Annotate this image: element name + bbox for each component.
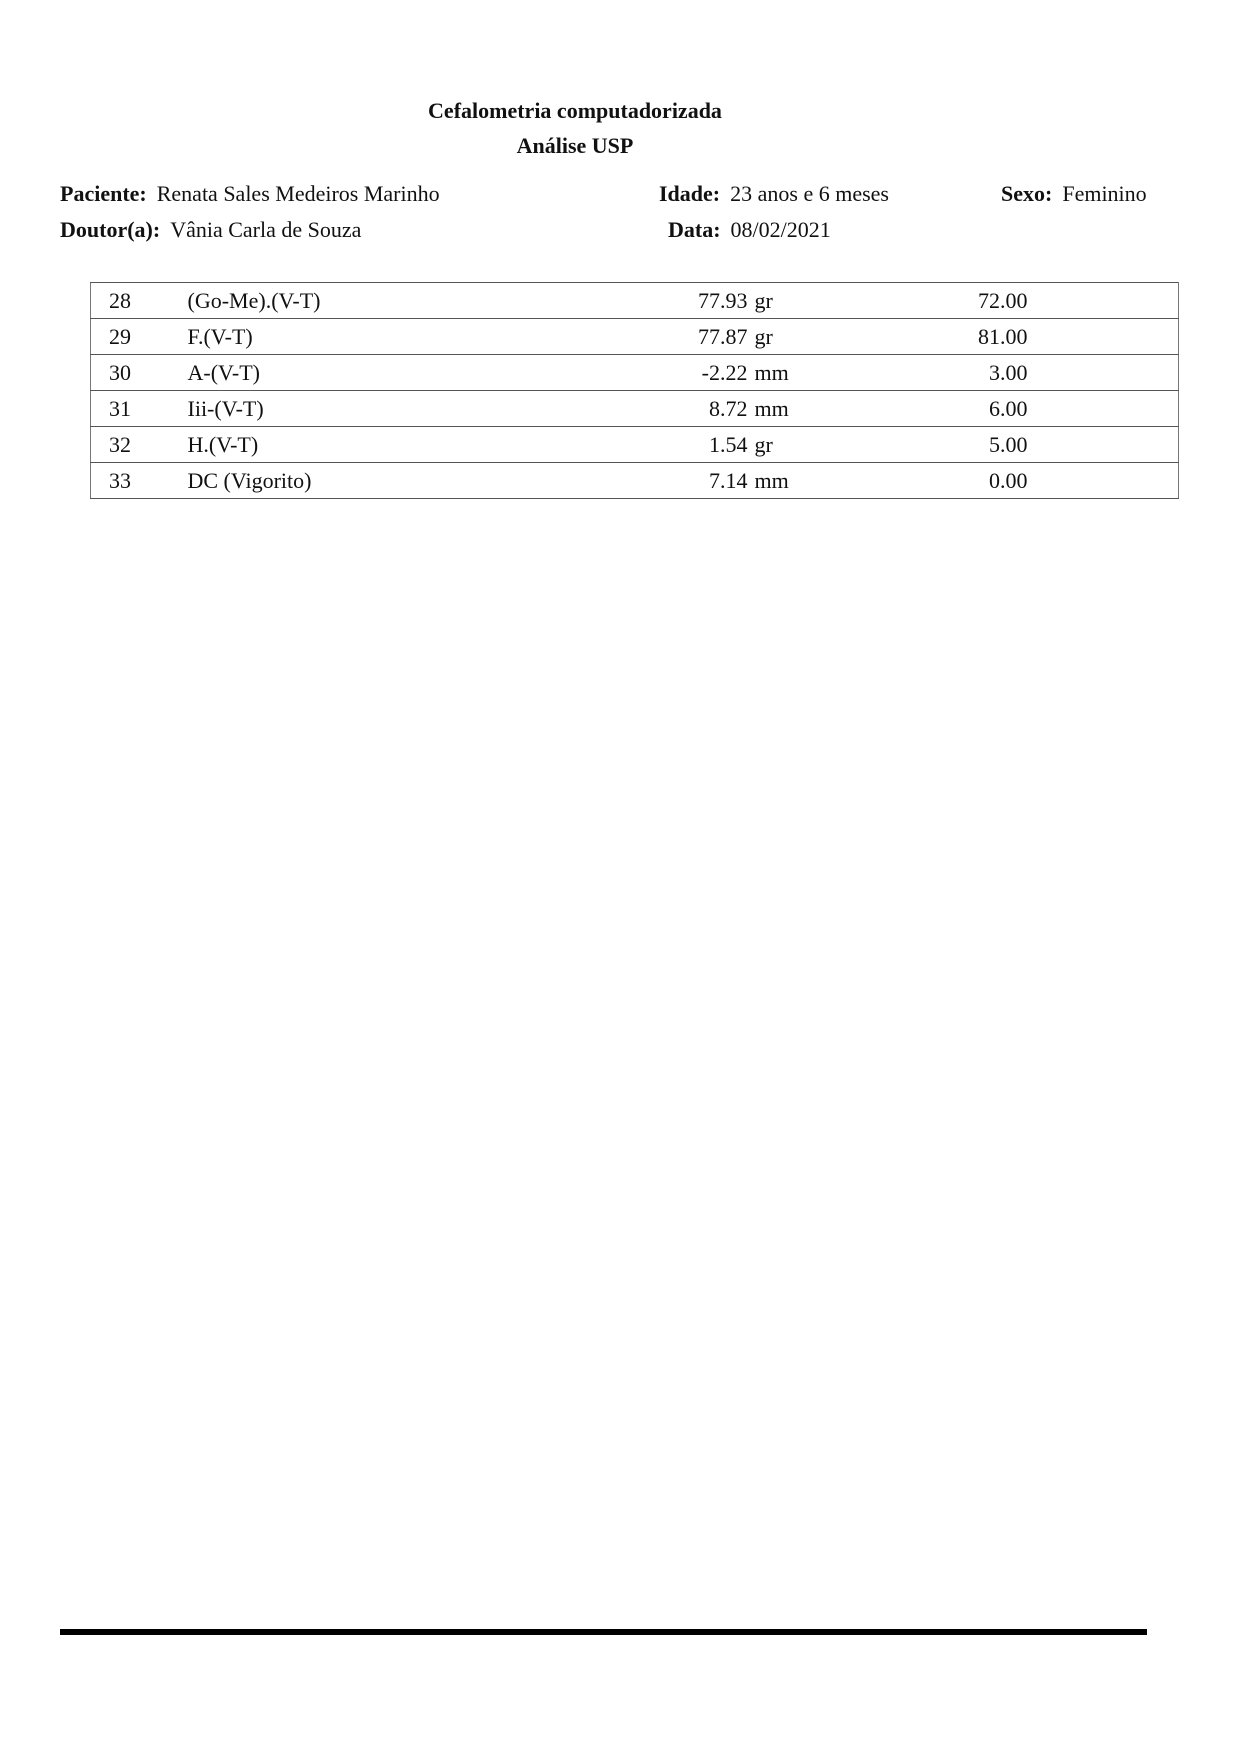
measure-name: (Go-Me).(V-T)	[188, 283, 558, 319]
empty-cell	[1028, 319, 1179, 355]
patient-age-value: 23 anos e 6 meses	[730, 181, 889, 206]
table-row	[91, 391, 1179, 427]
measure-name: Iii-(V-T)	[188, 391, 558, 427]
row-number: 31	[91, 391, 188, 427]
reference-value: 6.00	[828, 391, 1028, 427]
date-field	[668, 217, 831, 243]
row-number: 32	[91, 427, 188, 463]
date-value: 08/02/2021	[730, 217, 831, 242]
doctor-value: Vânia Carla de Souza	[170, 217, 362, 242]
measure-unit: mm	[754, 395, 789, 421]
date-label: Data:	[668, 217, 721, 242]
measure-unit: gr	[754, 287, 773, 313]
measure-value: 7.14	[709, 467, 748, 493]
measure-value: -2.22	[701, 359, 748, 385]
measure-name: F.(V-T)	[188, 319, 558, 355]
measure-name: H.(V-T)	[188, 427, 558, 463]
patient-name-label: Paciente:	[60, 181, 147, 206]
table-row	[91, 355, 1179, 391]
measure-value-cell	[558, 463, 828, 499]
measure-name: DC (Vigorito)	[188, 463, 558, 499]
measure-value: 77.87	[698, 323, 748, 349]
empty-cell	[1028, 391, 1179, 427]
empty-cell	[1028, 283, 1179, 319]
table-row	[91, 319, 1179, 355]
measure-value-cell	[558, 355, 828, 391]
doctor-field	[60, 217, 361, 243]
patient-age-label: Idade:	[659, 181, 721, 206]
table-row	[91, 283, 1179, 319]
measure-value: 77.93	[698, 287, 748, 313]
reference-value: 3.00	[828, 355, 1028, 391]
measure-value-cell	[558, 319, 828, 355]
measure-unit: gr	[754, 323, 773, 349]
patient-name-value: Renata Sales Medeiros Marinho	[156, 181, 440, 206]
reference-value: 72.00	[828, 283, 1028, 319]
empty-cell	[1028, 427, 1179, 463]
measure-unit: mm	[754, 359, 789, 385]
reference-value: 5.00	[828, 427, 1028, 463]
table-row	[91, 427, 1179, 463]
patient-sex-field	[1001, 181, 1147, 207]
measure-value-cell	[558, 427, 828, 463]
empty-cell	[1028, 355, 1179, 391]
measure-value-cell	[558, 391, 828, 427]
table-row	[91, 463, 1179, 499]
row-number: 33	[91, 463, 188, 499]
measure-value: 8.72	[709, 395, 748, 421]
patient-sex-value: Feminino	[1062, 181, 1147, 206]
report-title: Cefalometria computadorizada	[428, 98, 722, 123]
patient-sex-label: Sexo:	[1001, 181, 1053, 206]
report-subtitle: Análise USP	[516, 133, 634, 158]
reference-value: 81.00	[828, 319, 1028, 355]
measurements-table-body	[91, 283, 1179, 499]
doctor-label: Doutor(a):	[60, 217, 161, 242]
row-number: 29	[91, 319, 188, 355]
row-number: 28	[91, 283, 188, 319]
patient-name-field	[60, 181, 440, 207]
measure-unit: gr	[754, 431, 773, 457]
footer-rule	[60, 1629, 1147, 1635]
measure-value-cell	[558, 283, 828, 319]
row-number: 30	[91, 355, 188, 391]
patient-age-field	[659, 181, 889, 207]
measure-value: 1.54	[709, 431, 748, 457]
measurements-table	[90, 282, 1179, 499]
measure-name: A-(V-T)	[188, 355, 558, 391]
measure-unit: mm	[754, 467, 789, 493]
empty-cell	[1028, 463, 1179, 499]
reference-value: 0.00	[828, 463, 1028, 499]
